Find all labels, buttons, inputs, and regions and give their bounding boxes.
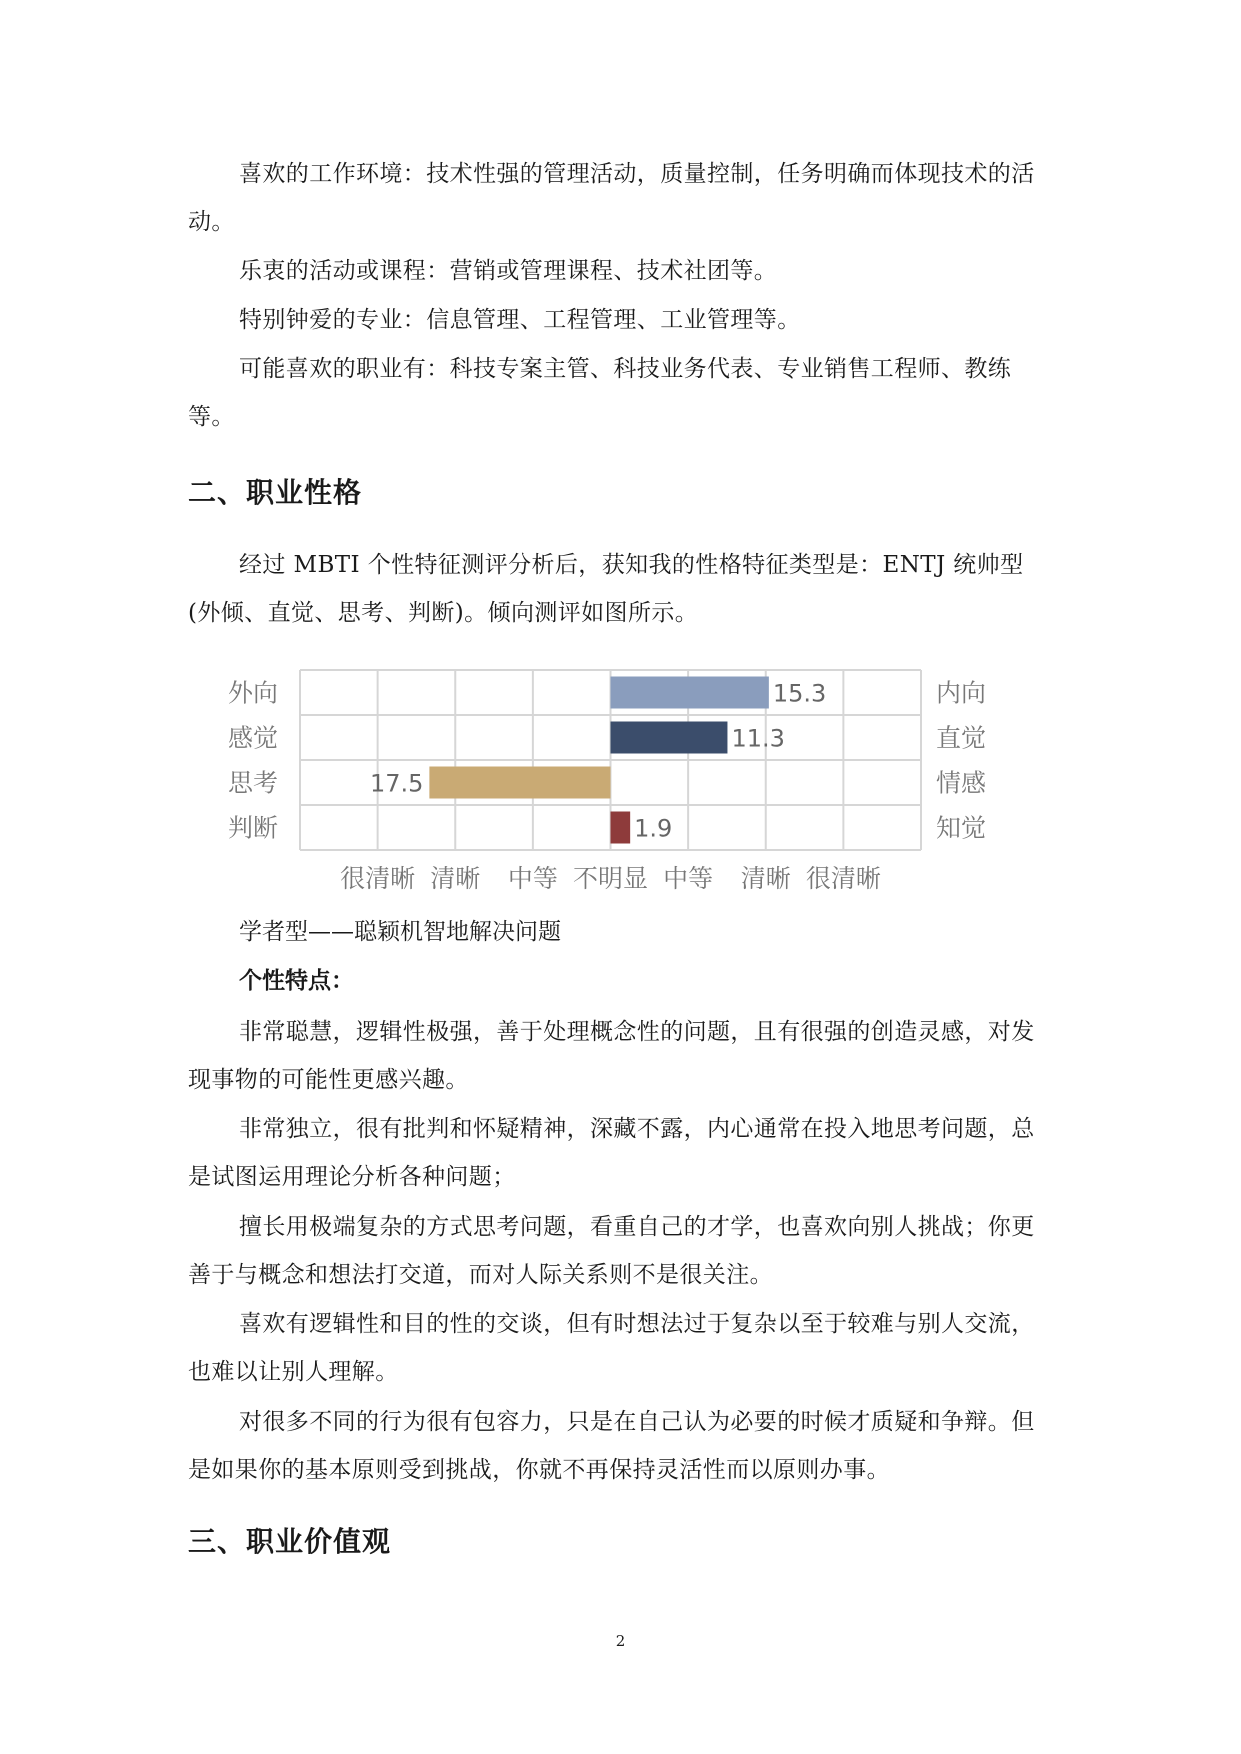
trait-paragraph-1: 非常聪慧，逻辑性极强，善于处理概念性的问题，且有很强的创造灵感，对发现事物的可能性更感兴趣。 (188, 1019, 1035, 1093)
x-tick-label: 中等 (507, 864, 558, 893)
trait-paragraph-5: 对很多不同的行为很有包容力，只是在自己认为必要的时候才质疑和争辩。但是如果你的基本原则受到挑战，你就不再保持灵活性而以原则办事。 (188, 1409, 1035, 1483)
mbti-paragraph: 经过 MBTI 个性特征测评分析后，获知我的性格特征类型是：ENTJ 统帅型(外倾、直觉、思考、判断)。倾向测评如图所示。 (188, 552, 1024, 626)
trait-paragraph-2: 非常独立，很有批判和怀疑精神，深藏不露，内心通常在投入地思考问题，总是试图运用理论分析各种问题； (188, 1116, 1035, 1190)
traits-label: 个性特点： (239, 968, 354, 994)
category-right-label: 内向 (936, 678, 987, 708)
trait-paragraph-4: 喜欢有逻辑性和目的性的交谈，但有时想法过于复杂以至于较难与别人交流，也难以让别人理解。 (188, 1311, 1035, 1385)
chart-caption: 学者型——聪颖机智地解决问题 (239, 919, 561, 945)
majors-paragraph: 特别钟爱的专业：信息管理、工程管理、工业管理等。 (239, 307, 801, 333)
x-tick-label: 不明显 (572, 864, 649, 893)
x-tick-label: 很清晰 (805, 864, 881, 893)
work-environment-paragraph: 喜欢的工作环境：技术性强的管理活动，质量控制，任务明确而体现技术的活动。 (188, 161, 1035, 235)
x-tick-label: 很清晰 (340, 864, 416, 893)
careers-paragraph: 可能喜欢的职业有：科技专案主管、科技业务代表、专业销售工程师、教练等。 (188, 356, 1012, 430)
category-right-label: 知觉 (936, 813, 987, 843)
page-number: 2 (615, 1632, 626, 1650)
bar-0 (611, 677, 769, 709)
trait-paragraph-3: 擅长用极端复杂的方式思考问题，看重自己的才学，也喜欢向别人挑战；你更善于与概念和想法打交道，而对人际关系则不是很关注。 (188, 1214, 1035, 1288)
section-heading-values: 三、职业价值观 (188, 1525, 392, 1558)
bar-value-label: 11.3 (731, 724, 785, 753)
bar-value-label: 17.5 (369, 769, 424, 798)
mbti-preference-chart (220, 660, 1020, 900)
category-left-label: 判断 (228, 813, 279, 843)
bar-3 (611, 812, 631, 844)
x-tick-label: 清晰 (740, 864, 791, 893)
category-left-label: 外向 (228, 678, 279, 708)
bar-value-label: 1.9 (634, 814, 673, 843)
bar-value-label: 15.3 (772, 679, 827, 708)
x-tick-label: 清晰 (430, 864, 481, 893)
category-right-label: 情感 (936, 768, 987, 798)
x-tick-label: 中等 (663, 864, 714, 893)
bar-2 (429, 767, 610, 799)
section-heading-personality: 二、职业性格 (188, 476, 363, 509)
bar-1 (611, 722, 728, 754)
category-left-label: 感觉 (228, 723, 279, 753)
category-right-label: 直觉 (936, 723, 987, 753)
activities-paragraph: 乐衷的活动或课程：营销或管理课程、技术社团等。 (239, 258, 778, 284)
category-left-label: 思考 (228, 768, 279, 798)
